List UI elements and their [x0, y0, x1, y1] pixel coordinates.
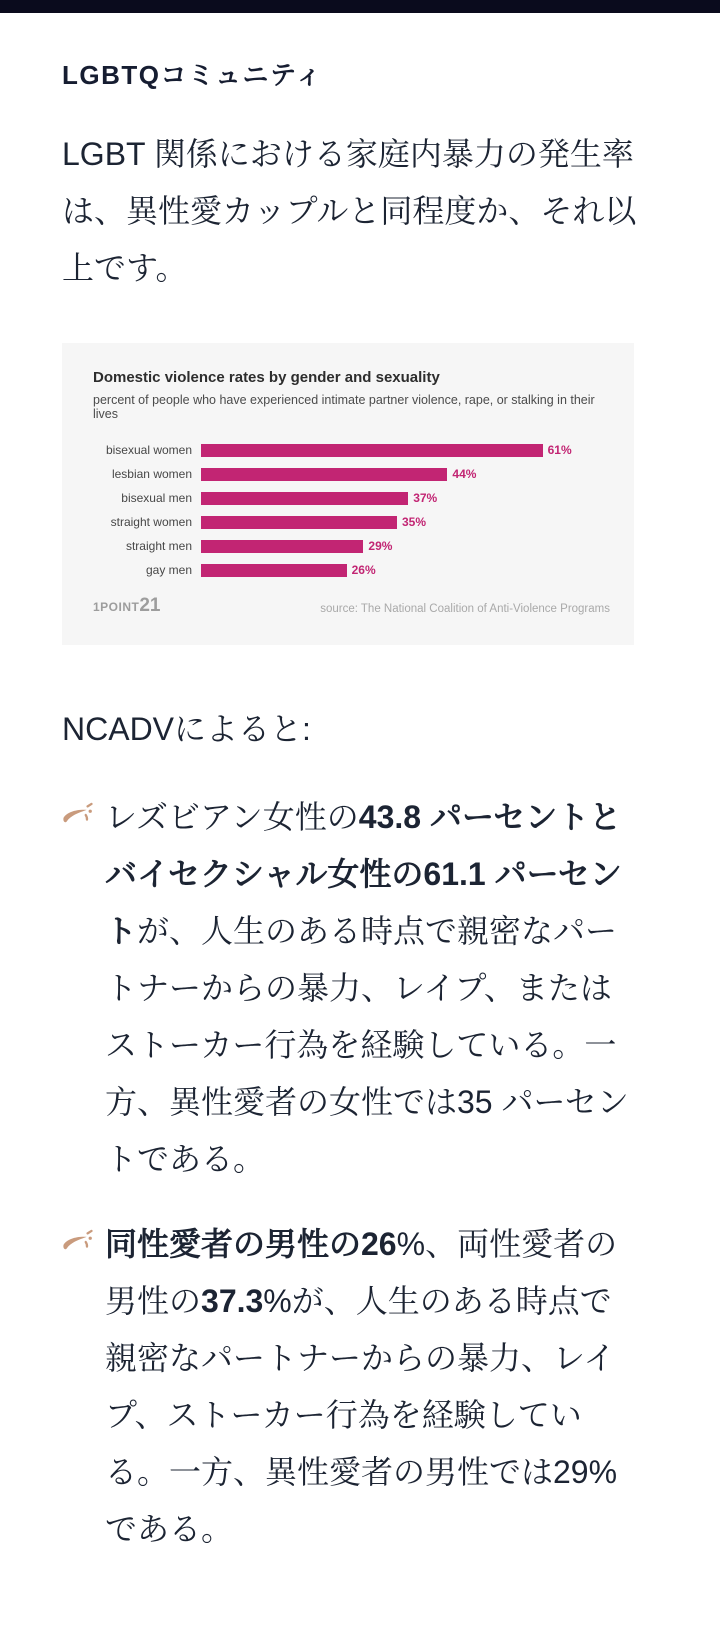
chart-card	[62, 343, 634, 645]
chart-row	[93, 534, 610, 558]
bar-value: 29%	[368, 539, 393, 553]
chart-row	[93, 462, 610, 486]
bar-label: straight women	[110, 515, 192, 529]
bar	[201, 540, 363, 553]
bullet-plain-text: %、両性愛者の男性の	[105, 1226, 618, 1319]
bar-label: bisexual women	[105, 443, 192, 457]
bar	[201, 444, 543, 457]
bullet-list	[62, 789, 664, 1558]
bar-value: 61%	[547, 443, 572, 457]
bar-label: bisexual men	[121, 491, 192, 505]
bar	[201, 564, 347, 577]
article-content	[0, 55, 720, 1558]
1point21-logo	[93, 596, 160, 615]
bar-label: lesbian women	[111, 467, 192, 481]
chart-footer	[93, 596, 610, 615]
bar	[201, 516, 397, 529]
chart-row	[93, 438, 610, 462]
bar-label: straight men	[125, 539, 192, 553]
page-title: LGBTQコミュニティ	[62, 60, 323, 90]
bullet-plain-text: %が、人生のある時点で親密なパートナーからの暴力、レイプ、ストーカー行為を経験している。一方、異性愛者の男性では29%である。	[105, 1283, 618, 1547]
list-item	[62, 789, 664, 1188]
bar	[201, 492, 408, 505]
intro-paragraph: LGBT 関係における家庭内暴力の発生率は、異性愛カップルと同程度か、それ以上です。	[62, 136, 637, 286]
logo-text-small: 1POINT	[93, 600, 140, 614]
bar	[201, 468, 447, 481]
bar-value: 26%	[351, 563, 376, 577]
comet-bullet-icon	[62, 802, 93, 1188]
chart-rows	[93, 438, 610, 582]
chart-subtitle: percent of people who have experienced intimate partner violence, rape, or stalking in their lives	[93, 393, 595, 421]
bullet-text	[105, 1216, 634, 1558]
bar-value: 35%	[402, 515, 427, 529]
bullet-bold-text: 43.8 パーセントとバイセクシャル女性の61.1 パーセント	[105, 799, 622, 949]
logo-text-big: 21	[139, 595, 161, 616]
chart-row	[93, 486, 610, 510]
bar-value: 37%	[413, 491, 438, 505]
bar-value: 44%	[452, 467, 477, 481]
chart-row	[93, 510, 610, 534]
top-bar	[0, 0, 720, 13]
bullet-bold-text: 同性愛者の男性の26	[105, 1226, 397, 1262]
bullet-bold-text: 37.3	[201, 1283, 264, 1319]
chart-title: Domestic violence rates by gender and sexuality	[93, 369, 440, 386]
chart-source: source: The National Coalition of Anti-Violence Programs	[320, 603, 610, 615]
bullet-text	[105, 789, 634, 1188]
bar-label: gay men	[145, 563, 192, 577]
bullet-plain-text: が、人生のある時点で親密なパートナーからの暴力、レイプ、またはストーカー行為を経験している。一方、異性愛者の女性では35 パーセントである。	[105, 913, 629, 1177]
bullet-plain-text: レズビアン女性の	[105, 799, 359, 835]
comet-bullet-icon	[62, 1229, 93, 1558]
chart-row	[93, 558, 610, 582]
list-item	[62, 1216, 664, 1558]
ncadv-lead: NCADVによると:	[62, 711, 311, 747]
